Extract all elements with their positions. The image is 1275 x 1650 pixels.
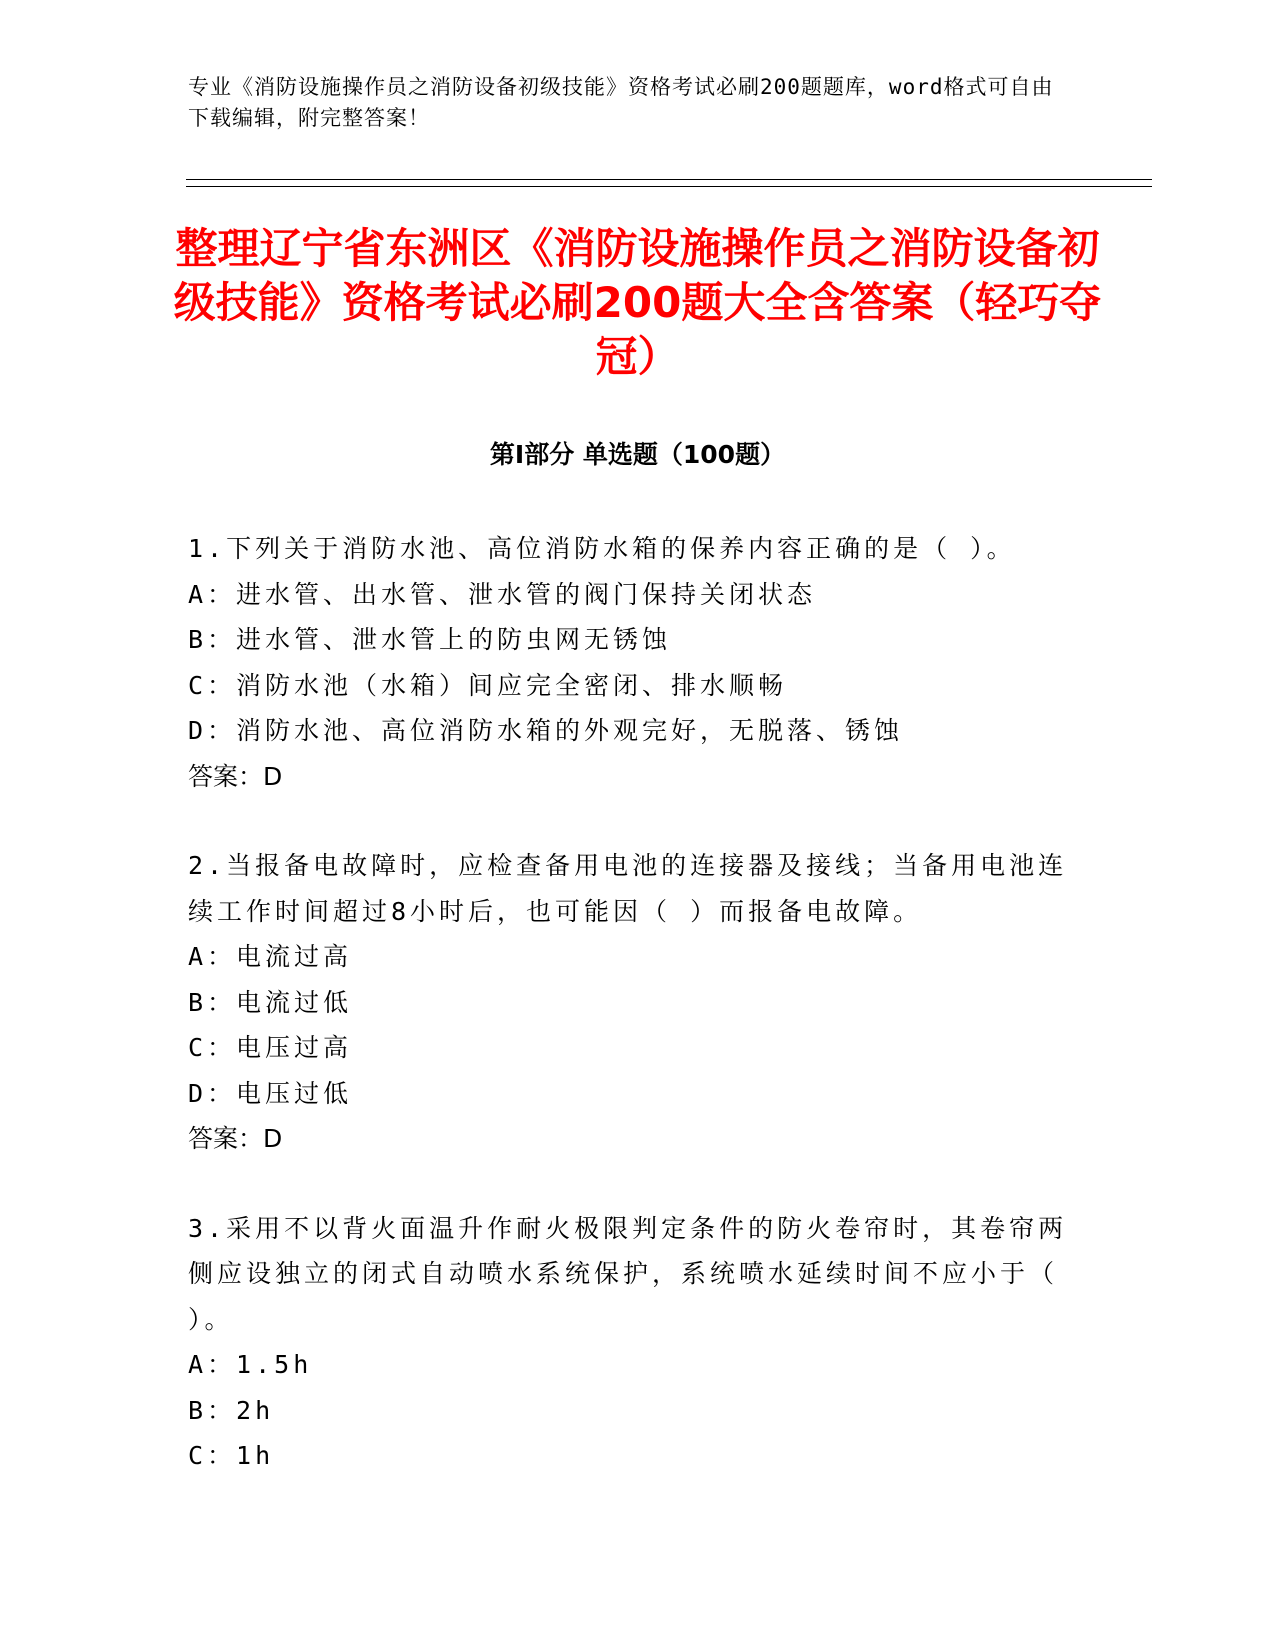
section-heading: 第Ⅰ部分 单选题（100题） bbox=[489, 440, 786, 469]
option-c: C：1h bbox=[188, 1441, 275, 1470]
option-c: C：消防水池（水箱）间应完全密闭、排水顺畅 bbox=[188, 670, 788, 700]
option-a: A：电流过高 bbox=[188, 942, 353, 971]
question-1 bbox=[188, 526, 1068, 799]
question-list bbox=[188, 526, 1068, 1523]
option-b: B：2h bbox=[188, 1395, 275, 1425]
question-3 bbox=[188, 1206, 1068, 1479]
question-stem: 2.当报备电故障时，应检查备用电池的连接器及接线；当备用电池连续工作时间超过8小时后，也可能因（ ）而报备电故障。 bbox=[188, 851, 1068, 926]
option-a: A：1.5h bbox=[188, 1350, 313, 1379]
header-rule-bottom bbox=[186, 186, 1152, 187]
option-b: B：进水管、泄水管上的防虫网无锈蚀 bbox=[188, 625, 672, 654]
document-title: 整理辽宁省东洲区《消防设施操作员之消防设备初级技能》资格考试必刷200题大全含答案（轻巧夺冠） bbox=[173, 224, 1102, 381]
option-d: D：消防水池、高位消防水箱的外观完好，无脱落、锈蚀 bbox=[188, 716, 904, 745]
header-note: 专业《消防设施操作员之消防设备初级技能》资格考试必刷200题题库，word格式可自由下载编辑，附完整答案！ bbox=[188, 75, 1054, 130]
answer: 答案：D bbox=[188, 1124, 283, 1153]
question-stem: 3.采用不以背火面温升作耐火极限判定条件的防火卷帘时，其卷帘两侧应设独立的闭式自动喷水系统保护，系统喷水延续时间不应小于（ ）。 bbox=[188, 1213, 1068, 1334]
question-2 bbox=[188, 843, 1068, 1162]
option-a: A：进水管、出水管、泄水管的阀门保持关闭状态 bbox=[188, 579, 817, 609]
option-b: B：电流过低 bbox=[188, 987, 353, 1017]
option-c: C：电压过高 bbox=[188, 1033, 353, 1062]
header-rule-top bbox=[186, 179, 1152, 180]
option-d: D：电压过低 bbox=[188, 1078, 353, 1108]
answer: 答案：D bbox=[188, 761, 283, 791]
question-stem: 1.下列关于消防水池、高位消防水箱的保养内容正确的是（ ）。 bbox=[188, 534, 1016, 563]
